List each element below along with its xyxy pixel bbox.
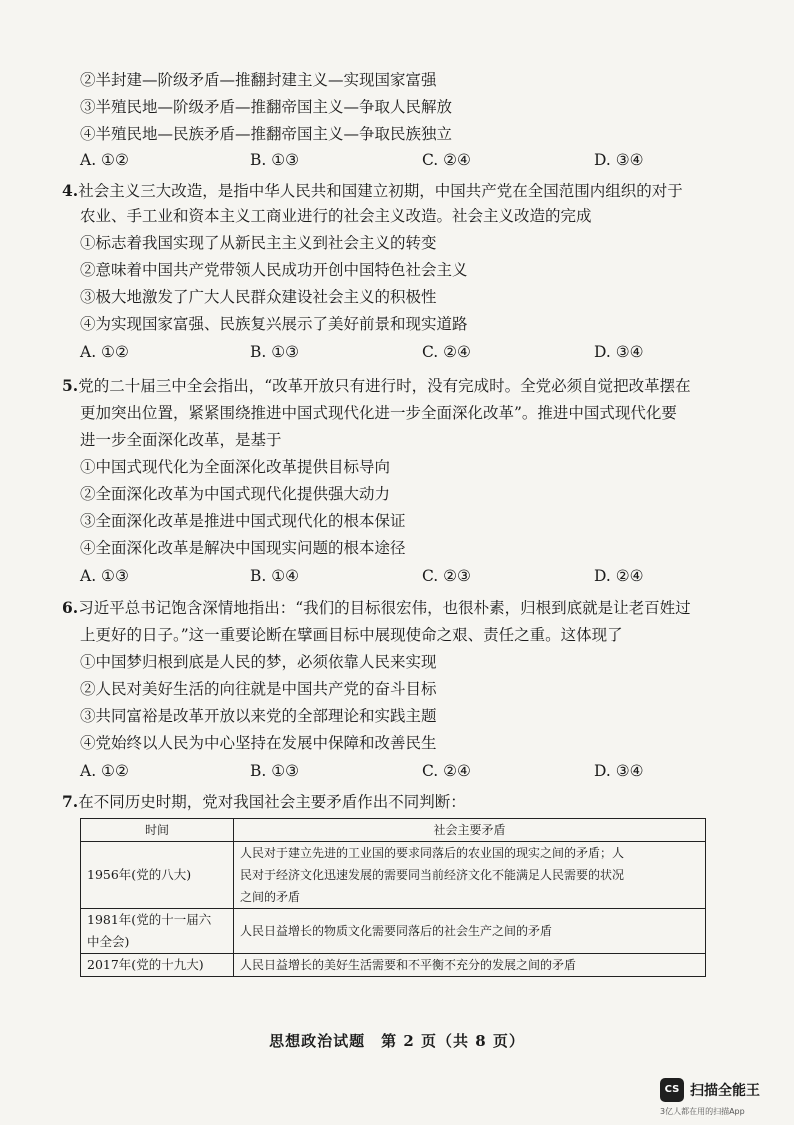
table-row <box>81 954 706 977</box>
table-row <box>81 842 706 909</box>
option-d[interactable]: D. ③④ <box>594 762 644 780</box>
cell-line: 人民对于建立先进的工业国的要求同落后的农业国的现实之间的矛盾；人 <box>240 846 625 860</box>
table-cell-time: 1956年(党的八大) <box>81 842 234 909</box>
option-d[interactable]: D. ③④ <box>594 343 644 361</box>
scanner-tagline: 3亿人都在用的扫描App <box>660 1107 745 1116</box>
table-cell-contradiction: 人民日益增长的美好生活需要和不平衡不充分的发展之间的矛盾 <box>234 954 706 977</box>
table-cell-contradiction <box>234 842 706 909</box>
q4-stem-line-1: 4.社会主义三大改造，是指中华人民共和国建立初期，中国共产党在全国范围内组织的对于 <box>62 181 683 200</box>
q6-stem-line-1: 6.习近平总书记饱含深情地指出：“我们的目标很宏伟，也很朴素，归根到底就是让老百姓过 <box>62 598 691 617</box>
q5-stem-line-3: 进一步全面深化改革，是基于 <box>80 431 282 449</box>
option-b[interactable]: B. ①③ <box>250 762 300 780</box>
q6-item-2: ②人民对美好生活的向往就是中国共产党的奋斗目标 <box>80 680 437 698</box>
option-b[interactable]: B. ①③ <box>250 343 300 361</box>
q7-number: 7. <box>62 792 79 811</box>
q5-item-2: ②全面深化改革为中国式现代化提供强大动力 <box>80 485 391 503</box>
q4-item-3: ③极大地激发了广大人民群众建设社会主义的积极性 <box>80 288 437 306</box>
table-row <box>81 909 706 954</box>
table-cell-contradiction: 人民日益增长的物质文化需要同落后的社会生产之间的矛盾 <box>234 909 706 954</box>
q7-stem: 7.在不同历史时期，党对我国社会主要矛盾作出不同判断： <box>62 792 466 811</box>
option-c[interactable]: C. ②③ <box>422 567 471 585</box>
option-b[interactable]: B. ①④ <box>250 567 300 585</box>
q5-stem-line-2: 更加突出位置，紧紧围绕推进中国式现代化进一步全面深化改革”。推进中国式现代化要 <box>80 404 677 422</box>
q3-item-4: ④半殖民地—民族矛盾—推翻帝国主义—争取民族独立 <box>80 125 453 143</box>
q5-stem-line-1: 5.党的二十届三中全会指出，“改革开放只有进行时，没有完成时。全党必须自觉把改革摆在 <box>62 376 691 395</box>
table-cell-time <box>81 909 234 954</box>
option-a[interactable]: A. ①② <box>80 151 129 169</box>
option-d[interactable]: D. ③④ <box>594 151 644 169</box>
q4-item-2: ②意味着中国共产党带领人民成功开创中国特色社会主义 <box>80 261 468 279</box>
option-c[interactable]: C. ②④ <box>422 151 471 169</box>
q5-item-1: ①中国式现代化为全面深化改革提供目标导向 <box>80 458 391 476</box>
option-a[interactable]: A. ①③ <box>80 567 129 585</box>
cell-line: 民对于经济文化迅速发展的需要同当前经济文化不能满足人民需要的状况 <box>240 868 625 882</box>
q3-item-3: ③半殖民地—阶级矛盾—推翻帝国主义—争取人民解放 <box>80 98 453 116</box>
cell-line: 中全会) <box>87 934 130 949</box>
q6-item-1: ①中国梦归根到底是人民的梦，必须依靠人民来实现 <box>80 653 437 671</box>
q5-item-3: ③全面深化改革是推进中国式现代化的根本保证 <box>80 512 406 530</box>
q6-item-3: ③共同富裕是改革开放以来党的全部理论和实践主题 <box>80 707 437 725</box>
social-contradiction-table <box>80 818 706 977</box>
option-a[interactable]: A. ①② <box>80 343 129 361</box>
option-d[interactable]: D. ②④ <box>594 567 644 585</box>
table-header-time: 时间 <box>81 819 234 842</box>
q3-item-2: ②半封建—阶级矛盾—推翻封建主义—实现国家富强 <box>80 71 437 89</box>
table-cell-time: 2017年(党的十九大) <box>81 954 234 977</box>
q6-item-4: ④党始终以人民为中心坚持在发展中保障和改善民生 <box>80 734 437 752</box>
option-c[interactable]: C. ②④ <box>422 762 471 780</box>
scanner-watermark <box>660 1078 780 1118</box>
q5-options <box>80 567 720 587</box>
option-b[interactable]: B. ①③ <box>250 151 300 169</box>
q6-number: 6. <box>62 598 79 617</box>
q6-stem-line-2: 上更好的日子。”这一重要论断在擘画目标中展现使命之艰、责任之重。这体现了 <box>80 626 623 644</box>
q6-options <box>80 762 720 782</box>
table-header-row <box>81 819 706 842</box>
q4-stem-line-2: 农业、手工业和资本主义工商业进行的社会主义改造。社会主义改造的完成 <box>80 207 592 225</box>
cell-line: 1981年(党的十一届六 <box>87 912 212 927</box>
cell-line: 之间的矛盾 <box>240 890 301 904</box>
option-c[interactable]: C. ②④ <box>422 343 471 361</box>
q5-item-4: ④全面深化改革是解决中国现实问题的根本途径 <box>80 539 406 557</box>
scanner-logo-icon: CS <box>660 1078 684 1102</box>
q5-number: 5. <box>62 376 79 395</box>
q4-number: 4. <box>62 181 79 200</box>
option-a[interactable]: A. ①② <box>80 762 129 780</box>
q3-options <box>80 151 720 171</box>
q4-item-1: ①标志着我国实现了从新民主主义到社会主义的转变 <box>80 234 437 252</box>
q4-item-4: ④为实现国家富强、民族复兴展示了美好前景和现实道路 <box>80 315 468 333</box>
page-footer: 思想政治试题 第 2 页（共 8 页） <box>269 1032 525 1050</box>
q4-options <box>80 343 720 363</box>
scanner-app-name: 扫描全能王 <box>690 1083 760 1099</box>
table-header-contradiction: 社会主要矛盾 <box>234 819 706 842</box>
